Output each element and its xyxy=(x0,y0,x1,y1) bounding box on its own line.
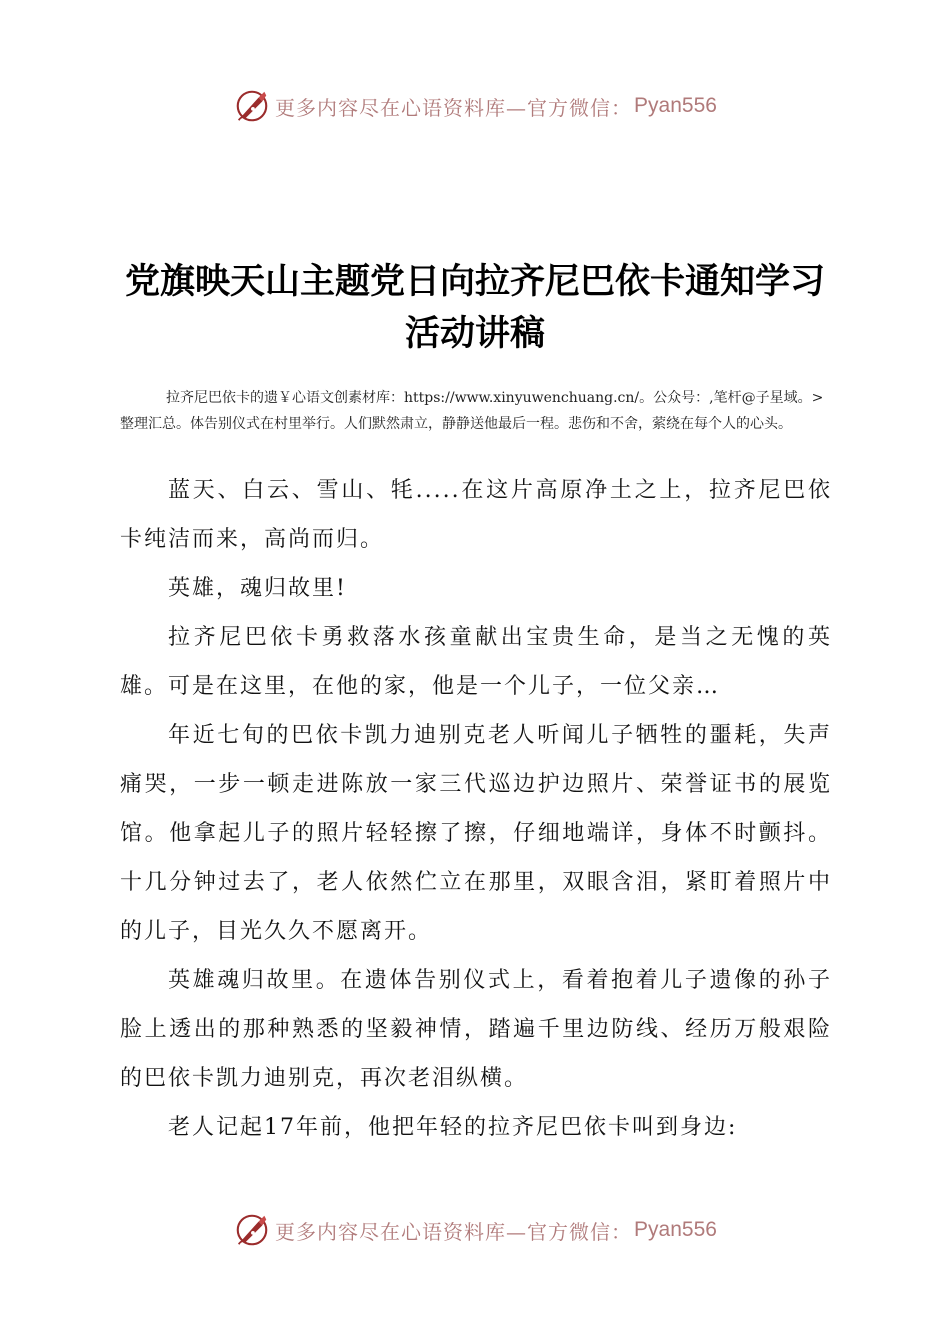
document-summary: 拉齐尼巴依卡的遗￥心语文创素材库：https://www.xinyuwenchuang.cn/。公众号：,笔杆@子星域。>整理汇总。体告别仪式在村里举行。人们默然肃立，静静送他最后一程。悲伤和不舍，萦绕在每个人的心头。 xyxy=(120,390,824,432)
title-line-2: 活动讲稿 xyxy=(404,314,545,354)
pen-nib-logo-icon xyxy=(233,1211,271,1249)
body-paragraph: 英雄魂归故里。在遗体告别仪式上，看着抱着儿子遗像的孙子脸上透出的那种熟悉的坚毅神情，踏遍千里边防线、经历万般艰险的巴依卡凯力迪别克，再次老泪纵横。 xyxy=(120,968,832,1091)
pen-nib-logo-icon xyxy=(233,87,271,125)
document-title xyxy=(110,256,840,360)
title-line-1: 党旗映天山主题党日向拉齐尼巴依卡通知学习 xyxy=(124,262,825,302)
header-watermark xyxy=(0,84,950,128)
wechat-id: Pyan556 xyxy=(634,94,717,117)
body-paragraph: 拉齐尼巴依卡勇救落水孩童献出宝贵生命，是当之无愧的英雄。可是在这里，在他的家，他是一个儿子，一位父亲… xyxy=(120,625,832,699)
body-paragraph: 老人记起17年前，他把年轻的拉齐尼巴依卡叫到身边: xyxy=(168,1115,738,1140)
body-paragraph: 英雄，魂归故里! xyxy=(168,576,347,601)
body-paragraph: 年近七旬的巴依卡凯力迪别克老人听闻儿子牺牲的噩耗，失声痛哭，一步一顿走进陈放一家三代巡边护边照片、荣誉证书的展览馆。他拿起儿子的照片轻轻擦了擦，仔细地端详，身体不时颤抖。十几分钟过去了，老人依然伫立在那里，双眼含泪，紧盯着照片中的儿子，目光久久不愿离开。 xyxy=(120,723,832,944)
document-body xyxy=(120,466,832,1152)
body-paragraph: 蓝天、白云、雪山、牦.....在这片高原净土之上，拉齐尼巴依卡纯洁而来，高尚而归。 xyxy=(120,478,832,552)
footer-watermark xyxy=(0,1208,950,1252)
wechat-id: Pyan556 xyxy=(634,1218,717,1241)
watermark-text: 更多内容尽在心语资料库—官方微信： xyxy=(275,1219,633,1244)
watermark-text: 更多内容尽在心语资料库—官方微信： xyxy=(275,95,633,120)
